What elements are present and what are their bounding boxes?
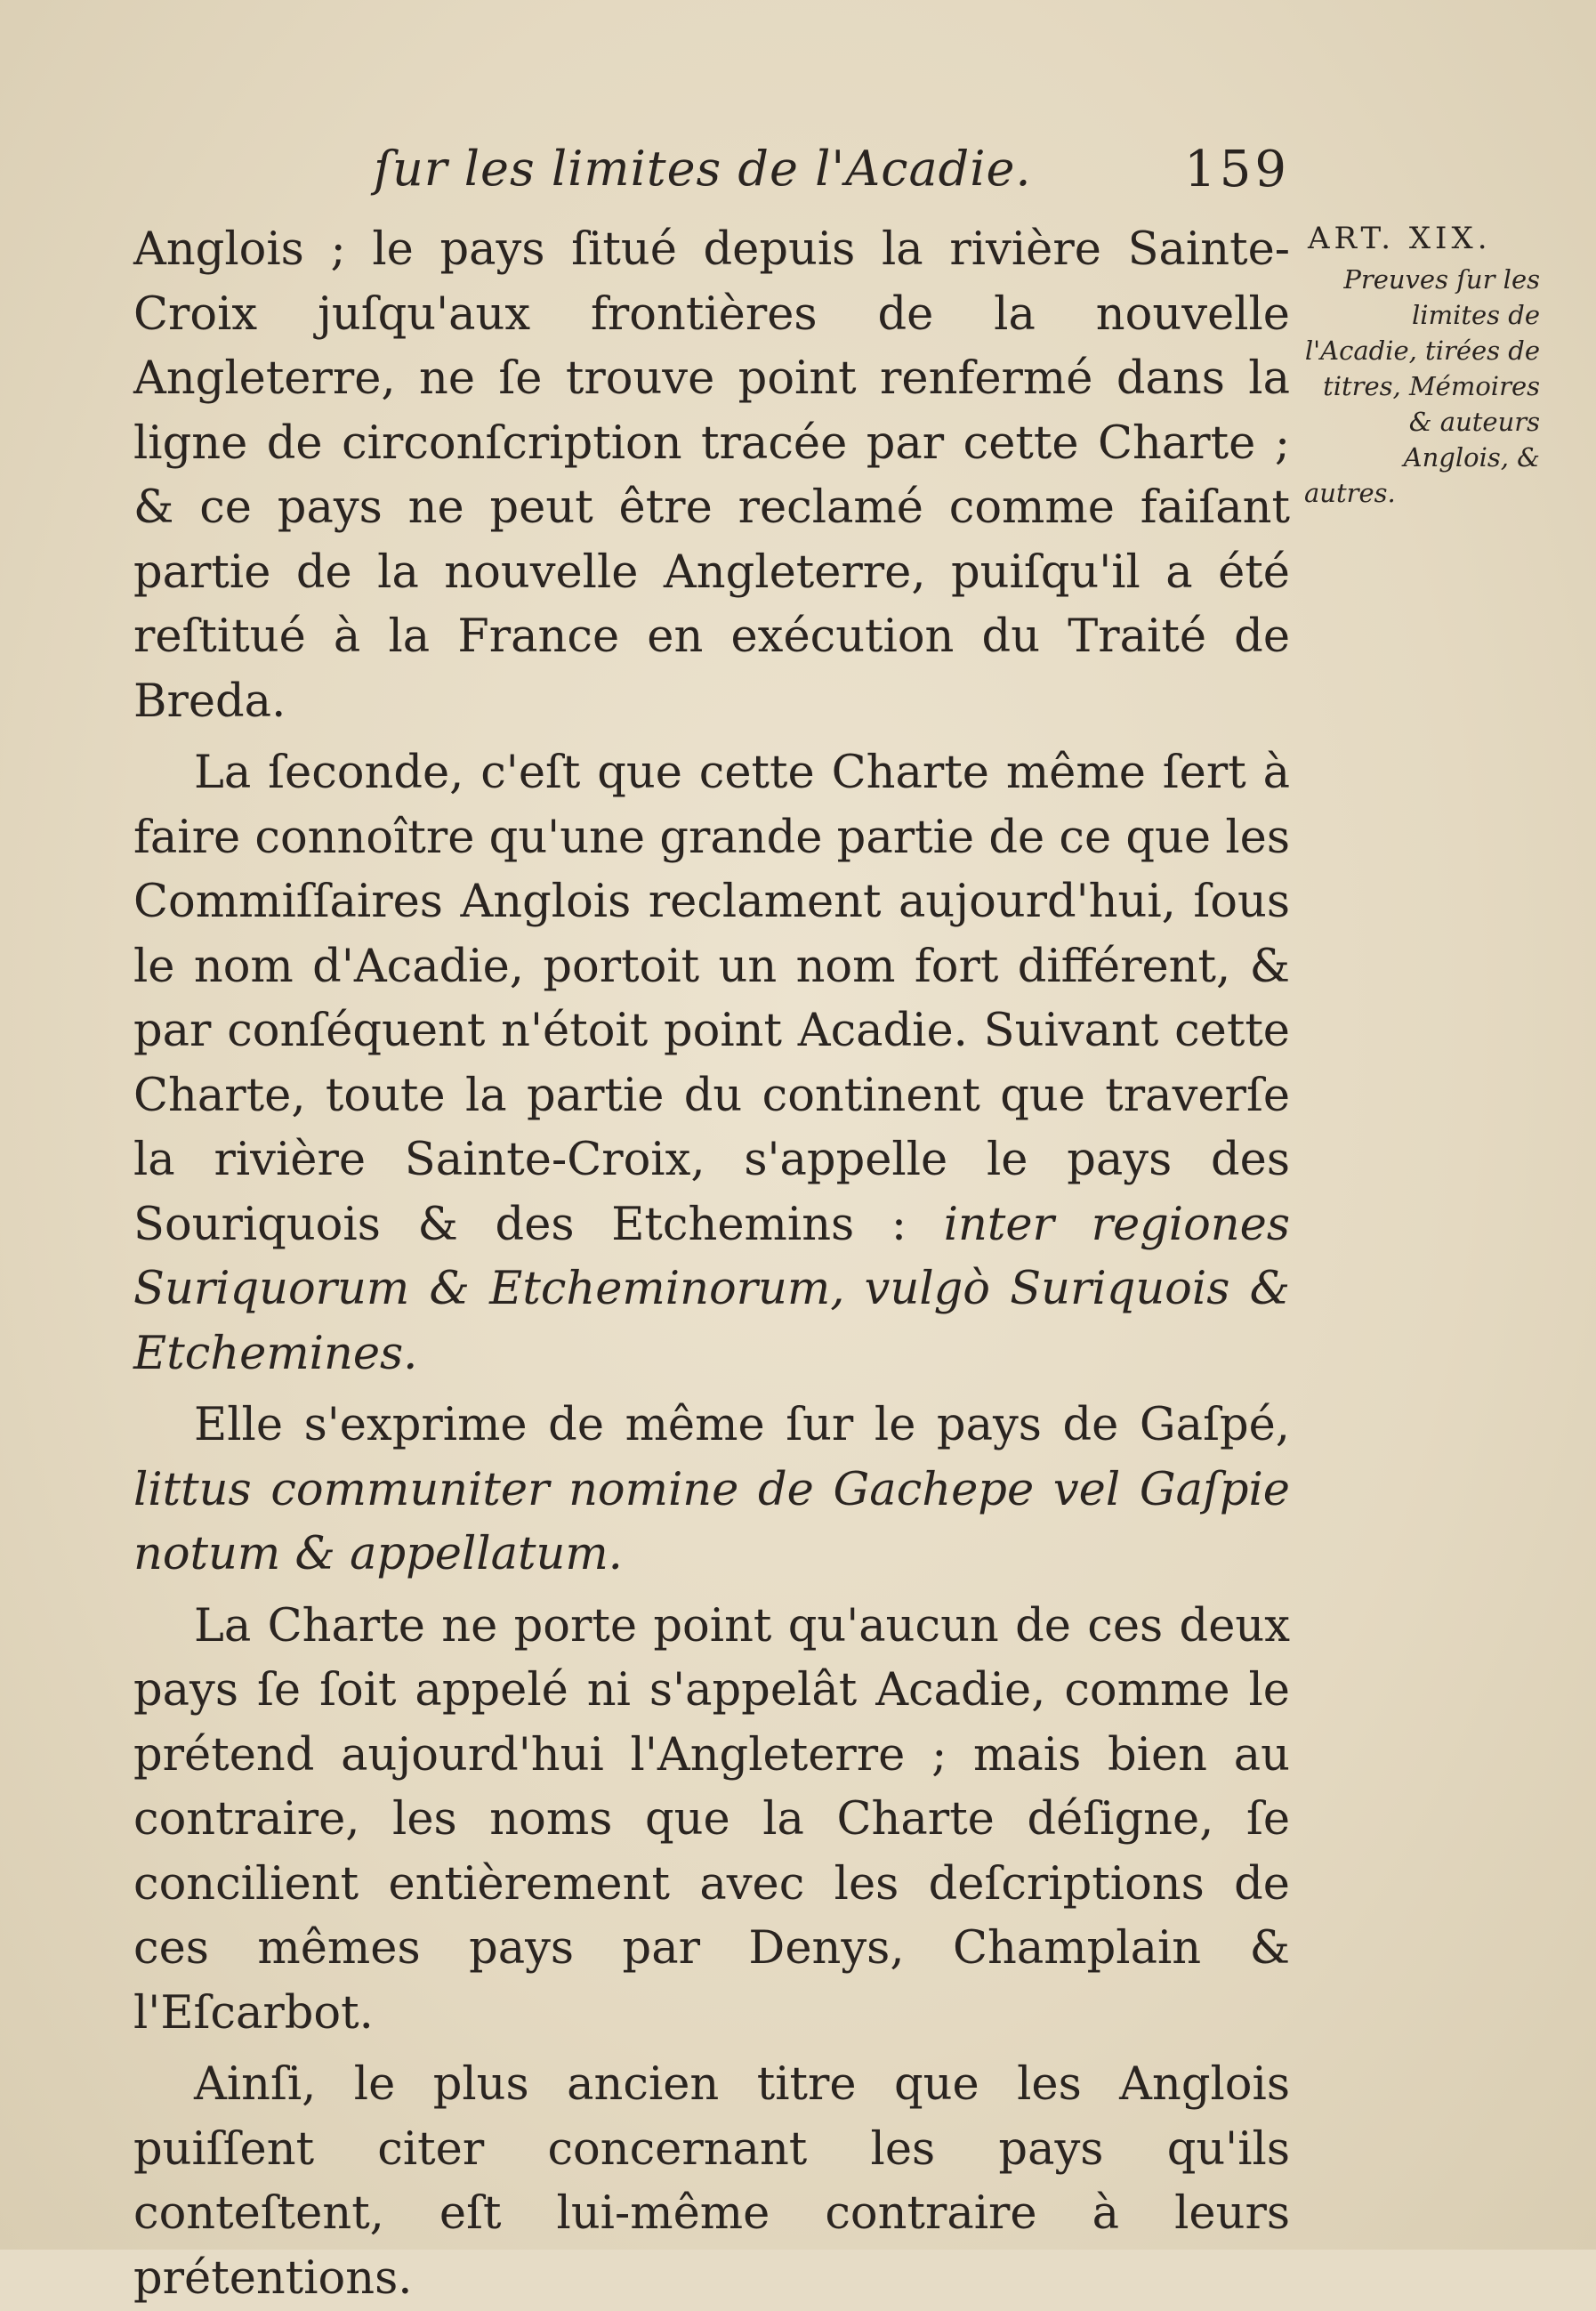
paragraph-5-text: Ainſi, le plus ancien titre que les Anglois puiſſent citer concernant les pays qu'ils conteſtent, eſt lui-même contraire à leurs prétentions.	[133, 2058, 1290, 2305]
article-label: ART. XIX.	[1308, 221, 1492, 256]
paragraph-2-text: La ſeconde, c'eſt que cette Charte même ſert à faire connoître qu'une grande partie de ce que les Commiſſaires Anglois reclament aujourd'hui, ſous le nom d'Acadie, portoit un nom fort différent, & par conſéquent n'étoit point Acadie. Suivant cette Charte, toute la partie du continent que traverſe la rivière Sainte-Croix, s'appelle le pays des Souriquois & des Etchemins :	[133, 747, 1290, 1251]
paragraph-3-text: Elle s'exprime de même ſur le pays de Gaſpé,	[194, 1399, 1290, 1451]
marginal-note	[1304, 221, 1540, 511]
paragraph-4-text: La Charte ne porte point qu'aucun de ces deux pays ſe ſoit appelé ni s'appelât Acadie, comme le prétend aujourd'hui l'Angleterre ; mais bien au contraire, les noms que la Charte déſigne, ſe concilient entièrement avec les deſcriptions de ces mêmes pays par Denys, Champlain & l'Eſcarbot.	[133, 1599, 1290, 2040]
paragraph-4	[133, 1595, 1290, 2047]
marginal-note-text: Preuves ſur les limites de l'Acadie, tirées de titres, Mémoires & auteurs Anglois, & autres.	[1304, 264, 1540, 508]
running-head: ſur les limites de l'Acadie.	[374, 141, 1032, 197]
paragraph-5	[133, 2053, 1290, 2311]
main-text	[133, 218, 1290, 2311]
paragraph-3	[133, 1394, 1290, 1588]
paragraph-1-text: Anglois ; le pays ſitué depuis la rivière Sainte-Croix juſqu'aux frontières de la nouvelle Angleterre, ne ſe trouve point renfermé dans la ligne de circonſcription tracée par cette Charte ; & ce pays ne peut être reclamé comme faiſant partie de la nouvelle Angleterre, puiſqu'il a été reſtitué à la France en exécution du Traité de Breda.	[133, 223, 1290, 728]
paragraph-1	[133, 218, 1290, 734]
paragraph-3-latin-quote: littus communiter nomine de Gachepe vel Gaſpie notum & appellatum.	[133, 1463, 1290, 1580]
paragraph-2-latin-quote: inter regiones Suriquorum & Etcheminorum, vulgò Suriquois & Etchemines.	[133, 1198, 1290, 1380]
paragraph-2	[133, 741, 1290, 1386]
page-number: 159	[1184, 141, 1290, 198]
page-header	[142, 141, 1290, 212]
